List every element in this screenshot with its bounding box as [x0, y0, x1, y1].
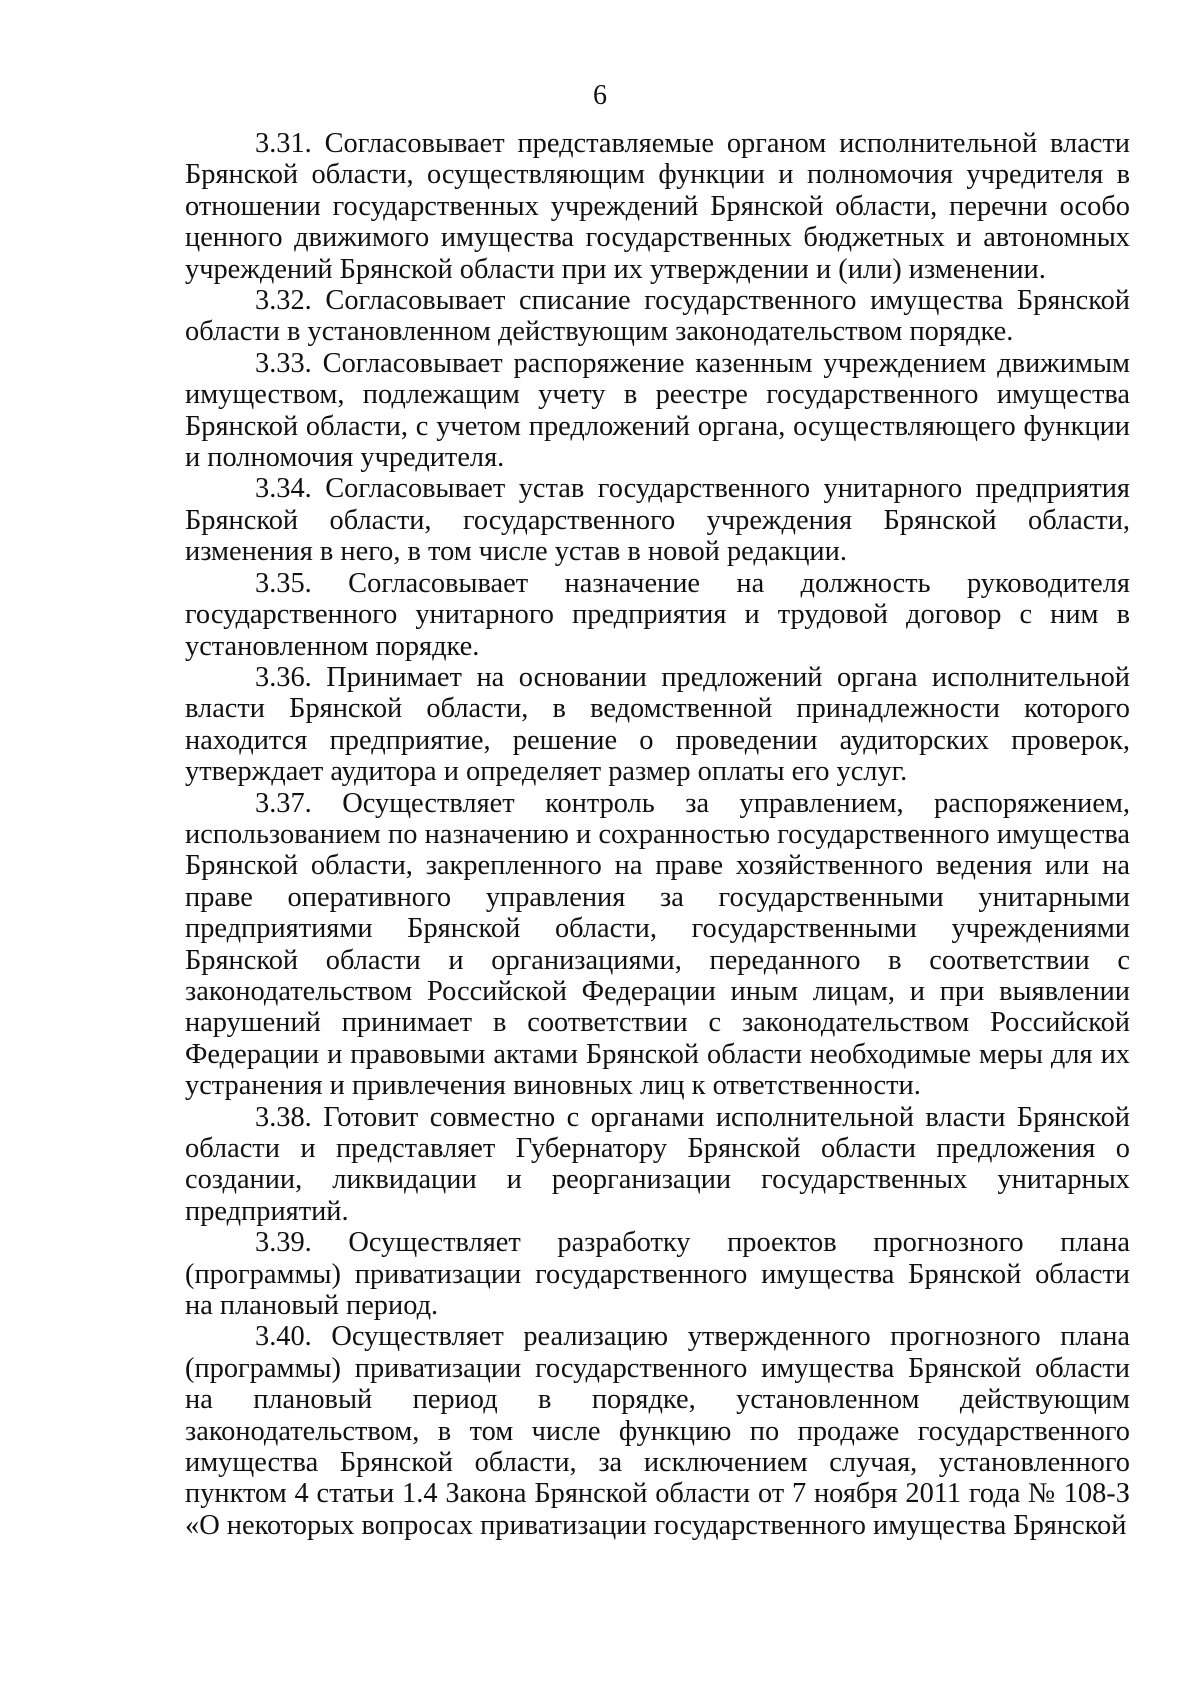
paragraph-3-35: 3.35. Согласовывает назначение на должность руководителя государственного унитарного предприятия и трудовой договор с ним в установленном порядке.: [185, 567, 1130, 662]
paragraph-3-40: 3.40. Осуществляет реализацию утвержденного прогнозного плана (программы) приватизации государственного имущества Брянской области на плановый период в порядке, установленном действующим законодательством, в том числе функцию по продаже государственного имущества Брянской области, за исключением случая, установленного пунктом 4 статьи 1.4 Закона Брянской области от 7 ноября 2011 года № 108-З «О некоторых вопросах приватизации государственного имущества Брянской: [185, 1321, 1130, 1541]
paragraph-3-34: 3.34. Согласовывает устав государственного унитарного предприятия Брянской области, государственного учреждения Брянской области, изменения в него, в том числе устав в новой редакции.: [185, 473, 1130, 568]
paragraph-3-37: 3.37. Осуществляет контроль за управлением, распоряжением, использованием по назначению и сохранностью государственного имущества Брянской области, закрепленного на праве хозяйственного ведения или на праве оперативного управления за государственными унитарными предприятиями Брянской области, государственными учреждениями Брянской области и организациями, переданного в соответствии с законодательством Российской Федерации иным лицам, и при выявлении нарушений принимает в соответствии с законодательством Российской Федерации и правовыми актами Брянской области необходимые меры для их устранения и привлечения виновных лиц к ответственности.: [185, 787, 1130, 1102]
paragraph-3-33: 3.33. Согласовывает распоряжение казенным учреждением движимым имуществом, подлежащим учету в реестре государственного имущества Брянской области, с учетом предложений органа, осуществляющего функции и полномочия учредителя.: [185, 347, 1130, 474]
page-number: 6: [593, 80, 607, 111]
paragraph-3-31: 3.31. Согласовывает представляемые органом исполнительной власти Брянской области, осуществляющим функции и полномочия учредителя в отношении государственных учреждений Брянской области, перечни особо ценного движимого имущества государственных бюджетных и автономных учреждений Брянской области при их утверждении и (или) изменении.: [185, 128, 1130, 285]
paragraph-3-36: 3.36. Принимает на основании предложений органа исполнительной власти Брянской области, в ведомственной принадлежности которого находится предприятие, решение о проведении аудиторских проверок, утверждает аудитора и определяет размер оплаты его услуг.: [185, 661, 1130, 788]
paragraph-3-39: 3.39. Осуществляет разработку проектов прогнозного плана (программы) приватизации государственного имущества Брянской области на плановый период.: [185, 1227, 1130, 1322]
paragraph-3-32: 3.32. Согласовывает списание государственного имущества Брянской области в установленном действующим законодательством порядке.: [185, 285, 1130, 348]
document-body: [185, 128, 1130, 1541]
paragraph-3-38: 3.38. Готовит совместно с органами исполнительной власти Брянской области и представляет Губернатору Брянской области предложения о создании, ликвидации и реорганизации государственных унитарных предприятий.: [185, 1101, 1130, 1227]
